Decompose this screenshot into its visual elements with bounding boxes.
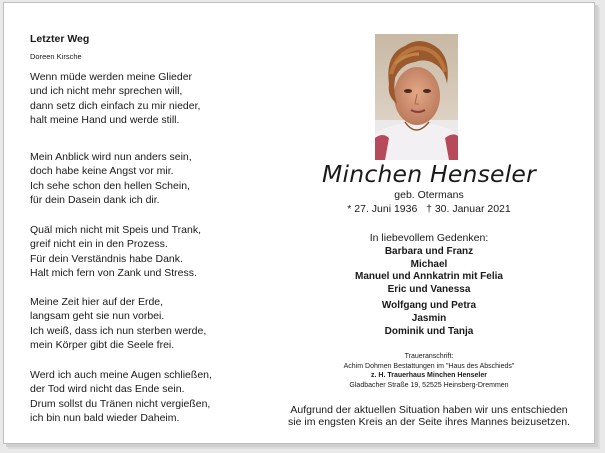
- poem-line: dann setz dich einfach zu mir nieder,: [30, 99, 201, 112]
- poem-line: Ich weiß, dass ich nun sterben werde,: [30, 324, 207, 337]
- notice-line: sie im engsten Kreis an der Seite ihres Mannes beizusetzen.: [288, 416, 570, 429]
- mourners-list: [266, 246, 592, 338]
- poem-line: Ich sehe schon den hellen Schein,: [30, 179, 190, 192]
- mourner-line: Dominik und Tanja: [384, 325, 474, 337]
- poem-line: für dein Dasein dank ich dir.: [30, 194, 160, 207]
- poem-title: Letzter Weg: [30, 33, 90, 45]
- poem-line: Halt mich fern von Zank und Stress.: [30, 267, 197, 280]
- poem-stanza: [30, 295, 280, 353]
- poem-author: Doreen Kirsche: [30, 52, 82, 61]
- poem-line: doch habe keine Angst vor mir.: [30, 165, 174, 178]
- mourner-line: Eric und Vanessa: [387, 283, 471, 295]
- poem-line: Quäl mich nicht mit Speis und Trank,: [30, 224, 201, 236]
- notice-line: Aufgrund der aktuellen Situation haben wir uns entschieden: [290, 404, 568, 416]
- life-dates: * 27. Juni 1936 † 30. Januar 2021: [347, 203, 511, 215]
- poem-line: Wenn müde werden meine Glieder: [30, 71, 193, 83]
- poem-line: Werd ich auch meine Augen schließen,: [30, 369, 212, 381]
- portrait-photo: [375, 34, 458, 160]
- mourner-line: Jasmin: [411, 312, 447, 324]
- poem-stanza: [30, 150, 280, 208]
- poem-line: halt meine Hand und werde still.: [30, 114, 180, 127]
- address-line: z. H. Trauerhaus Minchen Henseler: [371, 372, 487, 380]
- poem-stanza: [30, 70, 280, 128]
- poem-line: ich bin nun bald wieder Daheim.: [30, 412, 180, 425]
- poem-line: und ich nicht mehr sprechen will,: [30, 85, 183, 98]
- poem-line: der Tod wird nicht das Ende sein.: [30, 383, 185, 396]
- address-line: Gladbacher Straße 19, 52525 Heinsberg-Dremmen: [349, 381, 509, 389]
- poem-line: Meine Zeit hier auf der Erde,: [30, 296, 164, 308]
- address-line: Achim Dohmen Bestattungen im "Haus des Abschieds": [343, 362, 515, 370]
- poem-line: Drum sollst du Tränen nicht vergießen,: [30, 397, 211, 410]
- poem-line: Für dein Verständnis habe Dank.: [30, 252, 183, 265]
- poem-line: mein Körper gibt die Seele frei.: [30, 339, 175, 352]
- mourners-heading: In liebevollem Gedenken:: [369, 232, 489, 244]
- burial-notice: [266, 404, 592, 429]
- poem-line: Mein Anblick wird nun anders sein,: [30, 151, 192, 163]
- deceased-name: Minchen Henseler: [322, 160, 536, 188]
- poem-line: greif nicht ein in den Prozess.: [30, 238, 168, 251]
- poem-stanza: [30, 368, 280, 426]
- maiden-name: geb. Otermans: [394, 189, 464, 201]
- mourner-line: Michael: [410, 258, 448, 270]
- obituary-card: [3, 2, 595, 444]
- funeral-address: [266, 352, 592, 390]
- mourner-line: Barbara und Franz: [384, 246, 474, 257]
- mourner-line: Manuel und Annkatrin mit Felia: [355, 271, 503, 283]
- poem-line: langsam geht sie nun vorbei.: [30, 310, 165, 323]
- mourner-line: Wolfgang und Petra: [381, 300, 477, 312]
- address-label: Traueranschrift:: [404, 353, 454, 360]
- poem-stanza: [30, 223, 280, 281]
